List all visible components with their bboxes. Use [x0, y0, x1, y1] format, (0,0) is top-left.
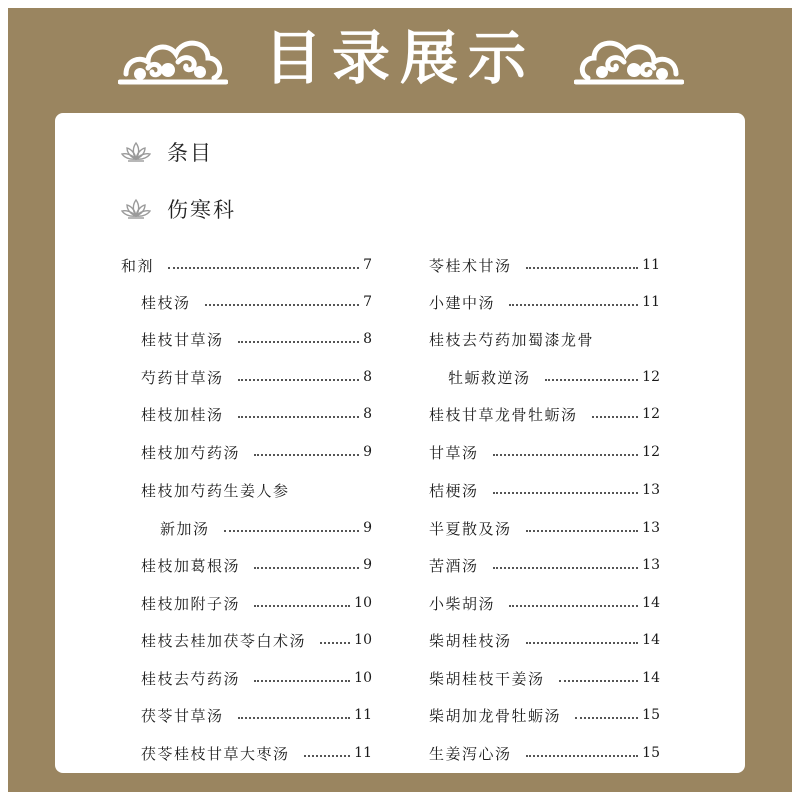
auspicious-cloud-icon [574, 30, 684, 88]
toc-entry[interactable]: 柴胡桂枝干姜汤 14 [429, 669, 660, 688]
toc-entry[interactable]: 新加汤 9 [160, 519, 372, 538]
leader-dots [238, 341, 360, 343]
toc-entry[interactable]: 小建中汤 11 [429, 293, 660, 312]
leader-dots [493, 567, 639, 569]
lotus-icon [121, 198, 151, 220]
section-label: 条目 [167, 141, 213, 165]
toc-entry[interactable]: 芍药甘草汤 8 [141, 368, 372, 387]
leader-dots [493, 492, 639, 494]
leader-dots [526, 755, 639, 757]
leader-dots [168, 267, 359, 269]
leader-dots [509, 304, 638, 306]
leader-dots [254, 605, 350, 607]
toc-card [55, 113, 745, 773]
page-title: 目录展示 [263, 24, 536, 92]
leader-dots [559, 680, 639, 682]
toc-entry[interactable]: 茯苓桂枝甘草大枣汤 11 [141, 744, 372, 763]
toc-entry[interactable]: 桔梗汤 13 [429, 481, 660, 500]
leader-dots [224, 530, 360, 532]
toc-entry[interactable]: 生姜泻心汤 15 [429, 744, 660, 763]
toc-entry[interactable]: 桂枝加附子汤 10 [141, 594, 372, 613]
leader-dots [526, 642, 639, 644]
toc-entry-first-line[interactable]: 桂枝加芍药生姜人参 [141, 481, 290, 500]
toc-entry[interactable]: 桂枝加桂汤 8 [141, 405, 372, 424]
leader-dots [592, 416, 639, 418]
toc-entry[interactable]: 牡蛎救逆汤 12 [448, 368, 660, 387]
toc-entry[interactable]: 苦酒汤 13 [429, 556, 660, 575]
leader-dots [545, 379, 639, 381]
leader-dots [254, 567, 359, 569]
header-banner [0, 0, 800, 110]
toc-entry[interactable]: 苓桂术甘汤 11 [429, 256, 660, 275]
leader-dots [254, 680, 350, 682]
leader-dots [238, 717, 351, 719]
toc-entry[interactable]: 柴胡桂枝汤 14 [429, 631, 660, 650]
auspicious-cloud-icon [118, 30, 228, 88]
section-heading-shanghanke [121, 192, 236, 226]
leader-dots [493, 454, 639, 456]
section-label: 伤寒科 [167, 198, 236, 222]
toc-entry[interactable]: 小柴胡汤 14 [429, 594, 660, 613]
toc-entry-first-line[interactable]: 桂枝去芍药加蜀漆龙骨 [429, 330, 595, 349]
leader-dots [575, 717, 638, 719]
leader-dots [304, 755, 351, 757]
toc-entry[interactable]: 桂枝加葛根汤 9 [141, 556, 372, 575]
leader-dots [320, 642, 350, 644]
section-heading-tiaomu [121, 135, 213, 169]
lotus-icon [121, 141, 151, 163]
toc-entry[interactable]: 桂枝甘草汤 8 [141, 330, 372, 349]
toc-entry[interactable]: 茯苓甘草汤 11 [141, 706, 372, 725]
leader-dots [205, 304, 360, 306]
leader-dots [238, 379, 360, 381]
toc-entry[interactable]: 桂枝去芍药汤 10 [141, 669, 372, 688]
toc-entry[interactable]: 桂枝去桂加茯苓白术汤 10 [141, 631, 372, 650]
leader-dots [526, 530, 639, 532]
toc-entry[interactable]: 和剂 7 [121, 256, 372, 275]
toc-entry[interactable]: 桂枝汤 7 [141, 293, 372, 312]
leader-dots [254, 454, 359, 456]
leader-dots [509, 605, 638, 607]
toc-entry[interactable]: 半夏散及汤 13 [429, 519, 660, 538]
leader-dots [238, 416, 360, 418]
leader-dots [526, 267, 639, 269]
toc-entry[interactable]: 桂枝加芍药汤 9 [141, 443, 372, 462]
toc-entry[interactable]: 桂枝甘草龙骨牡蛎汤 12 [429, 405, 660, 424]
toc-entry[interactable]: 柴胡加龙骨牡蛎汤 15 [429, 706, 660, 725]
toc-entry[interactable]: 甘草汤 12 [429, 443, 660, 462]
